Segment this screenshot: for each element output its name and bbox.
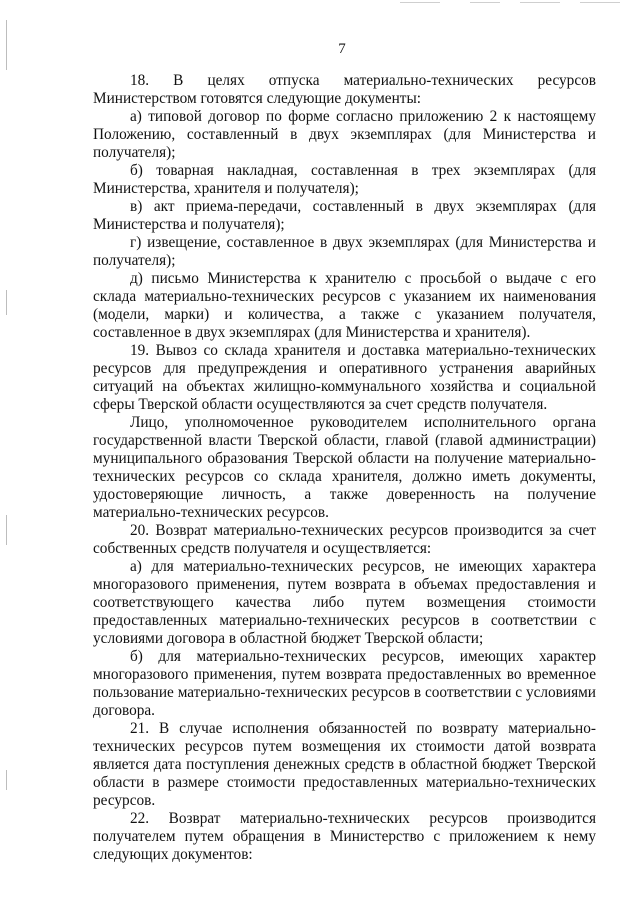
scan-artifact-top <box>580 2 620 3</box>
paragraph-18v: в) акт приема-передачи, составленный в двух экземплярах (для Министерства и получателя); <box>93 198 596 233</box>
paragraph-19-authorized-person: Лицо, уполномоченное руководителем исполнительного органа государственной власти Тверской области, главой (главой администрации) муниципального образования Тверской области на получение материально-технических ресурсов со склада хранителя, должно иметь документы, удостоверяющие личность, а также доверенность на получение материально-технических ресурсов. <box>93 414 596 521</box>
paragraph-18d: д) письмо Министерства к хранителю с просьбой о выдаче с его склада материально-технических ресурсов с указанием их наименования (модели, марки) и количества, а также с указанием получателя, составленное в двух экземплярах (для Министерства и хранителя). <box>93 270 596 341</box>
paragraph-22: 22. Возврат материально-технических ресурсов производится получателем путем обращения в Министерство с приложением к нему следующих документов: <box>93 810 596 863</box>
paragraph-18g: г) извещение, составленное в двух экземплярах (для Министерства и получателя); <box>93 234 596 269</box>
scan-artifact-left <box>6 290 7 315</box>
document-body <box>93 72 596 864</box>
scan-artifact-top <box>400 2 440 3</box>
scan-artifact-left <box>6 515 7 545</box>
paragraph-20a: а) для материально-технических ресурсов, не имеющих характера многоразового применения, путем возврата в объемах предоставления и соответствующего качества либо путем возмещения стоимости предоставленных материально-технических ресурсов в соответствии с условиями договора в областной бюджет Тверской области; <box>93 558 596 647</box>
paragraph-19: 19. Вывоз со склада хранителя и доставка материально-технических ресурсов для предупреждения и оперативного устранения аварийных ситуаций на объектах жилищно-коммунального хозяйства и социальной сферы Тверской области осуществляются за счет средств получателя. <box>93 342 596 413</box>
paragraph-20b: б) для материально-технических ресурсов, имеющих характер многоразового применения, путем возврата предоставленных во временное пользование материально-технических ресурсов в соответствии с условиями договора. <box>93 648 596 719</box>
scan-artifact-left <box>6 770 7 790</box>
paragraph-18b: б) товарная накладная, составленная в трех экземплярах (для Министерства, хранителя и получателя); <box>93 162 596 197</box>
scan-artifact-left <box>6 20 7 70</box>
paragraph-18a: а) типовой договор по форме согласно приложению 2 к настоящему Положению, составленный в двух экземплярах (для Министерства и получателя); <box>93 108 596 161</box>
page-number: 7 <box>338 41 346 57</box>
scan-artifact-top <box>470 2 500 3</box>
scan-artifact-top <box>520 2 560 3</box>
paragraph-20: 20. Возврат материально-технических ресурсов производится за счет собственных средств получателя и осуществляется: <box>93 522 596 557</box>
paragraph-18: 18. В целях отпуска материально-технических ресурсов Министерством готовятся следующие документы: <box>93 72 596 107</box>
paragraph-21: 21. В случае исполнения обязанностей по возврату материально-технических ресурсов путем возмещения их стоимости датой возврата является дата поступления денежных средств в областной бюджет Тверской области в размере стоимости предоставленных материально-технических ресурсов. <box>93 720 596 809</box>
